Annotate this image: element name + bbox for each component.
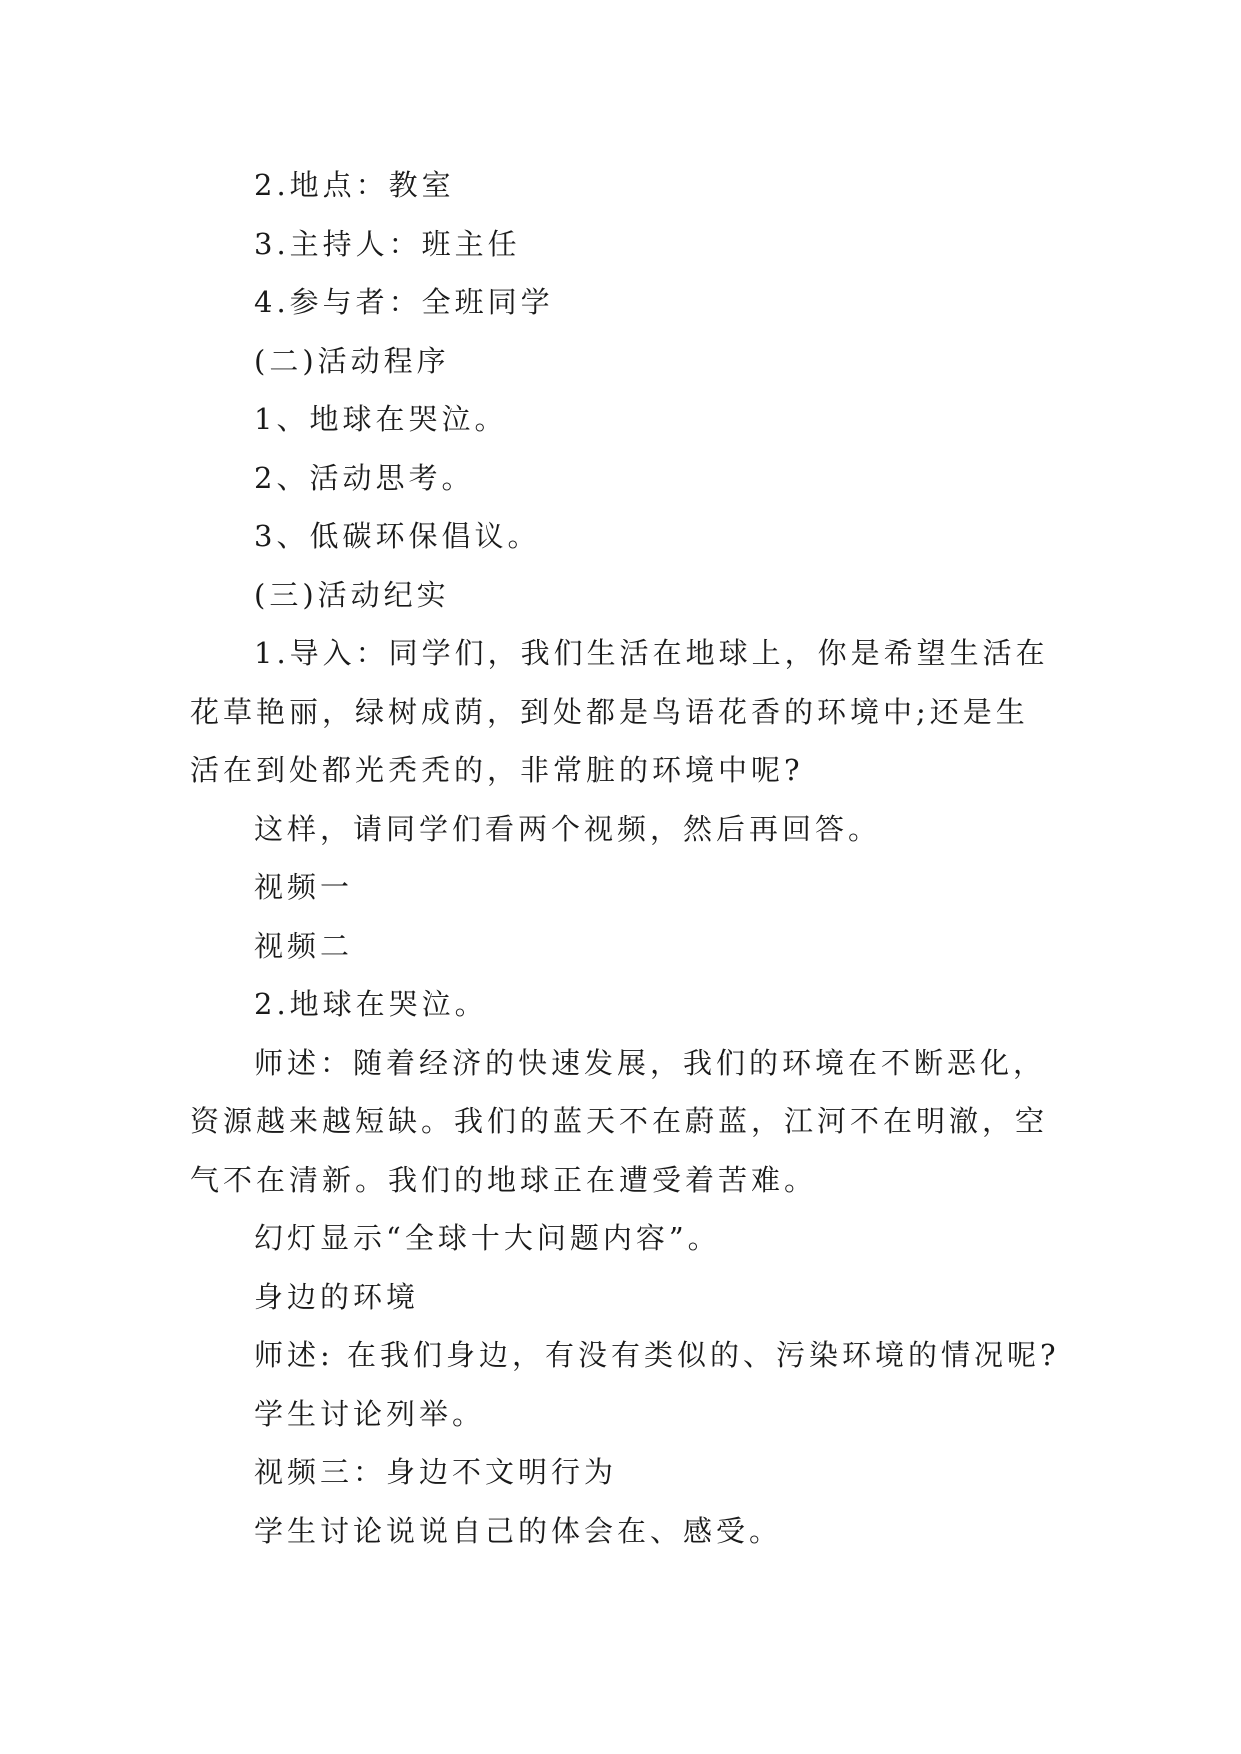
- text-line: 身边的环境: [254, 1279, 420, 1314]
- text-line: 视频一: [254, 870, 354, 904]
- text-line: 视频二: [254, 928, 354, 963]
- section-heading: (二)活动程序: [254, 343, 450, 378]
- paragraph-line: 师述: 在我们身边，有没有类似的、污染环境的情况呢?: [254, 1338, 1060, 1372]
- text-line: 视频三：身边不文明行为: [254, 1455, 618, 1489]
- paragraph-line: 气不在清新。我们的地球正在遭受着苦难。: [190, 1162, 818, 1197]
- paragraph-line: 活在到处都光秃秃的，非常脏的环境中呢?: [190, 753, 804, 787]
- text-line: 4.参与者：全班同学: [254, 285, 554, 319]
- paragraph-line: 1.导入：同学们，我们生活在地球上，你是希望生活在: [254, 636, 1049, 670]
- list-item: 3、低碳环保倡议。: [254, 519, 541, 553]
- text-line: 2.地点：教室: [254, 168, 455, 202]
- list-item: 2、活动思考。: [254, 460, 475, 495]
- paragraph-line: 师述：随着经济的快速发展，我们的环境在不断恶化，: [254, 1045, 1047, 1080]
- list-item: 1、地球在哭泣。: [254, 402, 508, 436]
- section-heading: (三)活动纪实: [254, 577, 450, 612]
- document-body: [190, 156, 1060, 1560]
- text-line: 学生讨论列举。: [254, 1396, 486, 1431]
- paragraph-line: 花草艳丽，绿树成荫，到处都是鸟语花香的环境中;还是生: [190, 694, 1029, 729]
- paragraph-line: 幻灯显示“全球十大问题内容”。: [254, 1221, 721, 1255]
- text-line: 学生讨论说说自己的体会在、感受。: [254, 1513, 783, 1548]
- text-line: 3.主持人：班主任: [254, 226, 521, 261]
- text-line: 2.地球在哭泣。: [254, 987, 488, 1021]
- paragraph-line: 资源越来越短缺。我们的蓝天不在蔚蓝，江河不在明澈，空: [190, 1104, 1049, 1138]
- paragraph-line: 这样，请同学们看两个视频，然后再回答。: [254, 811, 882, 846]
